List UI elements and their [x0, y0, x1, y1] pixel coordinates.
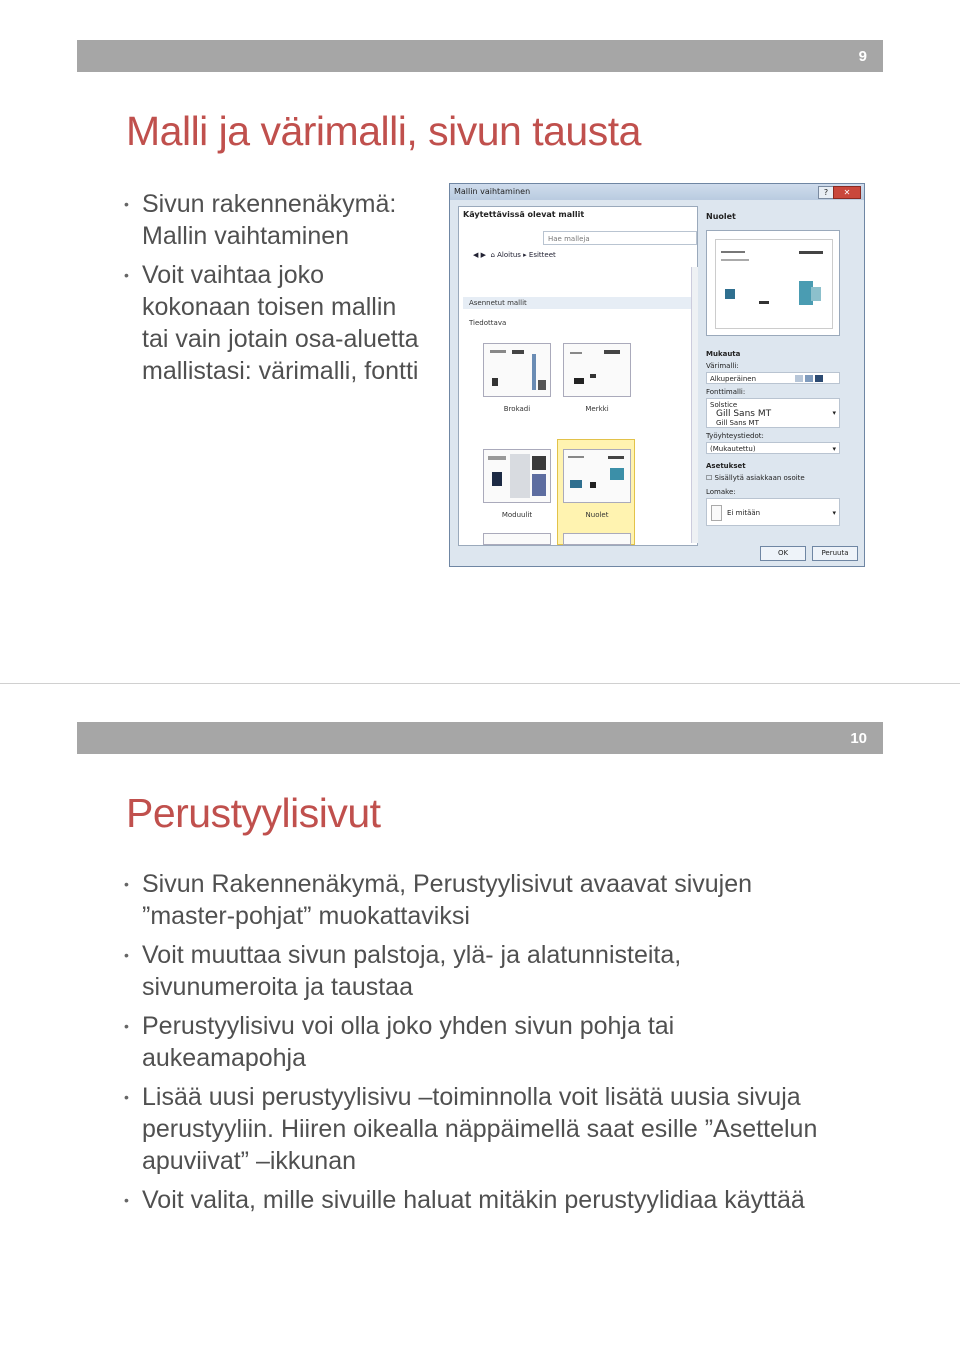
bullet-item: • Voit muuttaa sivun palstoja, ylä- ja alatunnisteita, sivunumeroita ja taustaa [124, 941, 682, 1001]
contact-select[interactable]: (Mukautettu) ▾ [706, 442, 840, 454]
bullet-icon: • [124, 196, 129, 212]
font-scheme-select[interactable]: Solstice Gill Sans MT Gill Sans MT ▾ [706, 398, 840, 428]
slide-header-bar [77, 722, 883, 754]
template-change-dialog [449, 183, 865, 567]
selected-template-name: Nuolet [706, 212, 736, 221]
slide-title: Perustyylisivut [126, 790, 381, 836]
scrollbar[interactable] [691, 267, 698, 543]
bullet-item: • Perustyylisivu voi olla joko yhden sivun pohja tai aukeamapohja [124, 1012, 675, 1072]
slide-header-bar [77, 40, 883, 72]
settings-header: Asetukset [706, 462, 746, 470]
cancel-button[interactable]: Peruuta [812, 546, 858, 561]
bullet-icon: • [124, 267, 129, 283]
color-swatch [795, 375, 803, 382]
dialog-title: Mallin vaihtaminen [454, 187, 531, 196]
template-thumb-brokadi[interactable] [483, 343, 551, 397]
section-installed[interactable]: Asennetut mallit [463, 297, 691, 309]
bullet-item: • Voit valita, mille sivuille haluat mitäkin perustyylidiaa käyttää [124, 1186, 805, 1214]
bullet-icon: • [124, 1089, 129, 1105]
breadcrumb-home[interactable]: ⌂ Aloitus [490, 251, 521, 259]
dropdown-arrow-icon: ▾ [832, 409, 836, 417]
templates-header: Käytettävissä olevat mallit [463, 210, 585, 219]
bullet-item: • Sivun rakennenäkymä: Mallin vaihtaminen [124, 190, 397, 250]
bullet-item: • Sivun Rakennenäkymä, Perustyylisivut avaavat sivujen ”master-pohjat” muokattaviksi [124, 870, 753, 930]
help-button[interactable]: ? [818, 186, 834, 199]
form-icon [711, 505, 722, 521]
slide-title: Malli ja värimalli, sivun tausta [126, 108, 641, 154]
breadcrumb-separator-icon: ▸ [523, 251, 527, 259]
template-thumb-partial[interactable] [563, 533, 631, 545]
template-preview [706, 230, 840, 336]
bullet-icon: • [124, 876, 129, 892]
slide-10 [0, 684, 960, 1367]
template-label: Brokadi [503, 405, 531, 413]
page-number: 9 [858, 48, 867, 65]
color-scheme-select[interactable]: Alkuperäinen [706, 372, 840, 384]
customize-header: Mukauta [706, 350, 741, 358]
template-thumb-moduulit[interactable] [483, 449, 551, 503]
bullet-item: • Lisää uusi perustyylisivu –toiminnolla voit lisätä uusia sivuja perustyyliin. Hiiren oikealla näppäimellä saat esille ”Asettelun apuviivat” –ikkunan [124, 1083, 818, 1175]
dialog-titlebar [450, 184, 864, 200]
template-label: Merkki [585, 405, 609, 413]
bullet-icon: • [124, 1192, 129, 1208]
include-address-checkbox[interactable]: ☐ Sisällytä asiakkaan osoite [706, 474, 805, 482]
forward-icon[interactable]: ▶ [480, 251, 487, 259]
color-swatch [805, 375, 813, 382]
ok-button[interactable]: OK [760, 546, 806, 561]
template-thumb-partial[interactable] [483, 533, 551, 545]
form-select[interactable]: Ei mitään ▾ [706, 498, 840, 526]
template-thumb-nuolet[interactable] [563, 449, 631, 503]
page-number: 10 [850, 730, 867, 747]
bullet-list [124, 188, 424, 394]
template-thumb-merkki[interactable] [563, 343, 631, 397]
color-scheme-label: Värimalli: [706, 362, 739, 370]
section-info: Tiedottava [469, 319, 507, 327]
dropdown-arrow-icon: ▾ [832, 445, 836, 453]
dropdown-arrow-icon: ▾ [832, 509, 836, 517]
bullet-item: • Voit vaihtaa joko kokonaan toisen mallin tai vain jotain osa-aluetta mallistasi: värimalli, fontti [124, 261, 419, 385]
search-input[interactable]: Hae malleja [543, 231, 697, 245]
breadcrumb-current[interactable]: Esitteet [528, 251, 556, 259]
back-icon[interactable]: ◀ [473, 251, 479, 259]
bullet-list [124, 868, 824, 1223]
contact-label: Työyhteystiedot: [706, 432, 764, 440]
customize-panel [704, 206, 856, 544]
font-scheme-label: Fonttimalli: [706, 388, 746, 396]
breadcrumb [473, 251, 697, 265]
bullet-icon: • [124, 947, 129, 963]
close-button[interactable]: ✕ [833, 186, 861, 199]
template-label: Nuolet [585, 511, 609, 519]
form-label: Lomake: [706, 488, 736, 496]
template-label: Moduulit [501, 511, 533, 519]
templates-panel [458, 206, 698, 546]
color-swatch [815, 375, 823, 382]
bullet-icon: • [124, 1018, 129, 1034]
